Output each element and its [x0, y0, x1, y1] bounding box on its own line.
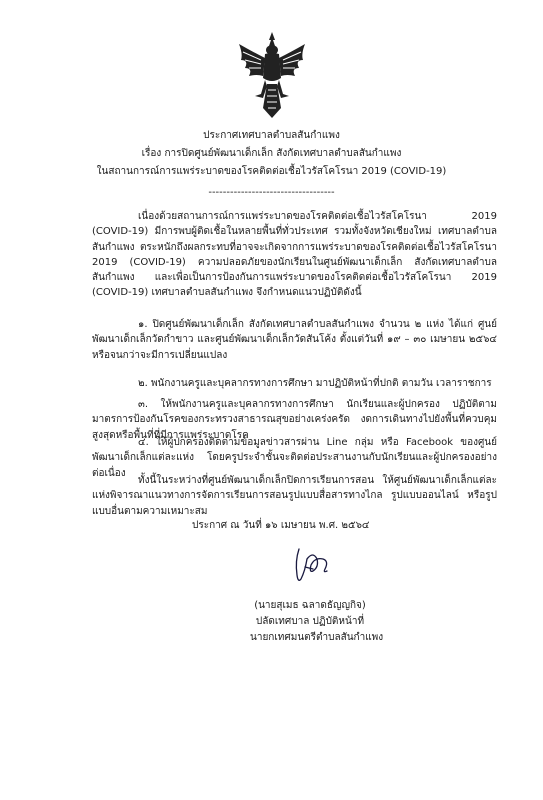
context-line: ในสถานการณ์การแพร่ระบาดของโรคติดต่อเชื้อไวรัสโคโรนา 2019 (COVID-19)	[96, 166, 447, 177]
handwritten-signature	[283, 545, 339, 587]
item-4: ๔. ให้ผู้ปกครองติดตามข้อมูลข่าวสารผ่าน Line กลุ่ม หรือ Facebook ของศูนย์พัฒนาเด็กเล็กแต่ละแห่ง โดยครูประจำชั้นจะติดต่อประสานงานกับนักเรียนและผู้ปกครองอย่างต่อเนื่อง	[92, 437, 497, 479]
subject-line: เรื่อง การปิดศูนย์พัฒนาเด็กเล็ก สังกัดเทศบาลตำบลสันกำแพง	[141, 148, 402, 159]
interim-paragraph: ทั้งนี้ในระหว่างที่ศูนย์พัฒนาเด็กเล็กปิดการเรียนการสอน ให้ศูนย์พัฒนาเด็กเล็กแต่ละแห่งพิจารณาแนวทางการจัดการเรียนการสอนรูปแบบสื่อสารทางไกล รูปแบบออนไลน์ หรือรูปแบบอื่นตามความเหมาะสม	[92, 475, 497, 517]
signer-position: ปลัดเทศบาล ปฏิบัติหน้าที่	[255, 616, 365, 627]
item-2: ๒. พนักงานครูและบุคลากรทางการศึกษา มาปฏิบัติหน้าที่ปกติ ตามวัน เวลาราชการ	[138, 378, 492, 389]
garuda-emblem-icon	[235, 30, 309, 122]
intro-paragraph: เนื่องด้วยสถานการณ์การแพร่ระบาดของโรคติดต่อเชื้อไวรัสโคโรนา 2019 (COVID-19) มีการพบผู้ติดเชื้อในหลายพื้นที่ทั่วประเทศ รวมทั้งจังหวัดเชียงใหม่ เทศบาลตำบลสันกำแพง ตระหนักถึงผลกระทบที่อาจจะเกิดจากการแพร่ระบาดของโรคติดต่อเชื้อไวรัสโคโรนา 2019 (COVID-19) ความปลอดภัยของนักเรียนในศูนย์พัฒนาเด็กเล็ก สังกัดเทศบาลตำบลสันกำแพง และเพื่อเป็นการป้องกันการแพร่ระบาดของโรคติดต่อเชื้อไวรัสโคโรนา 2019 (COVID-19) เทศบาลตำบลสันกำแพง จึงกำหนดแนวปฏิบัติดังนี้	[92, 211, 497, 299]
announcement-date: ประกาศ ณ วันที่ ๑๖ เมษายน พ.ศ. ๒๕๖๔	[192, 520, 370, 531]
item-1: ๑. ปิดศูนย์พัฒนาเด็กเล็ก สังกัดเทศบาลตำบลสันกำแพง จำนวน ๒ แห่ง ได้แก่ ศูนย์พัฒนาเด็กเล็กวัดกำขาว และศูนย์พัฒนาเด็กเล็กวัดสันโค้ง ตั้งแต่วันที่ ๑๙ – ๓๐ เมษายน ๒๕๖๔ หรือจนกว่าจะมีการเปลี่ยนแปลง	[92, 319, 497, 361]
org-line: ประกาศเทศบาลตำบลสันกำแพง	[203, 130, 340, 141]
header-divider: -----------------------------------	[208, 187, 335, 198]
signer-name: (นายสุเมธ ฉลาดธัญญกิจ)	[254, 600, 366, 611]
item-3: ๓. ให้พนักงานครูและบุคลากรทางการศึกษา นักเรียนและผู้ปกครอง ปฏิบัติตามมาตรการป้องกันโรคของกระทรวงสาธารณสุขอย่างเคร่งครัด งดการเดินทางไปยังพื้นที่ควบคุมสูงสุดหรือพื้นที่ที่มีการแพร่ระบาดโรค	[92, 399, 497, 441]
signer-title: นายกเทศมนตรีตำบลสันกำแพง	[250, 632, 384, 643]
